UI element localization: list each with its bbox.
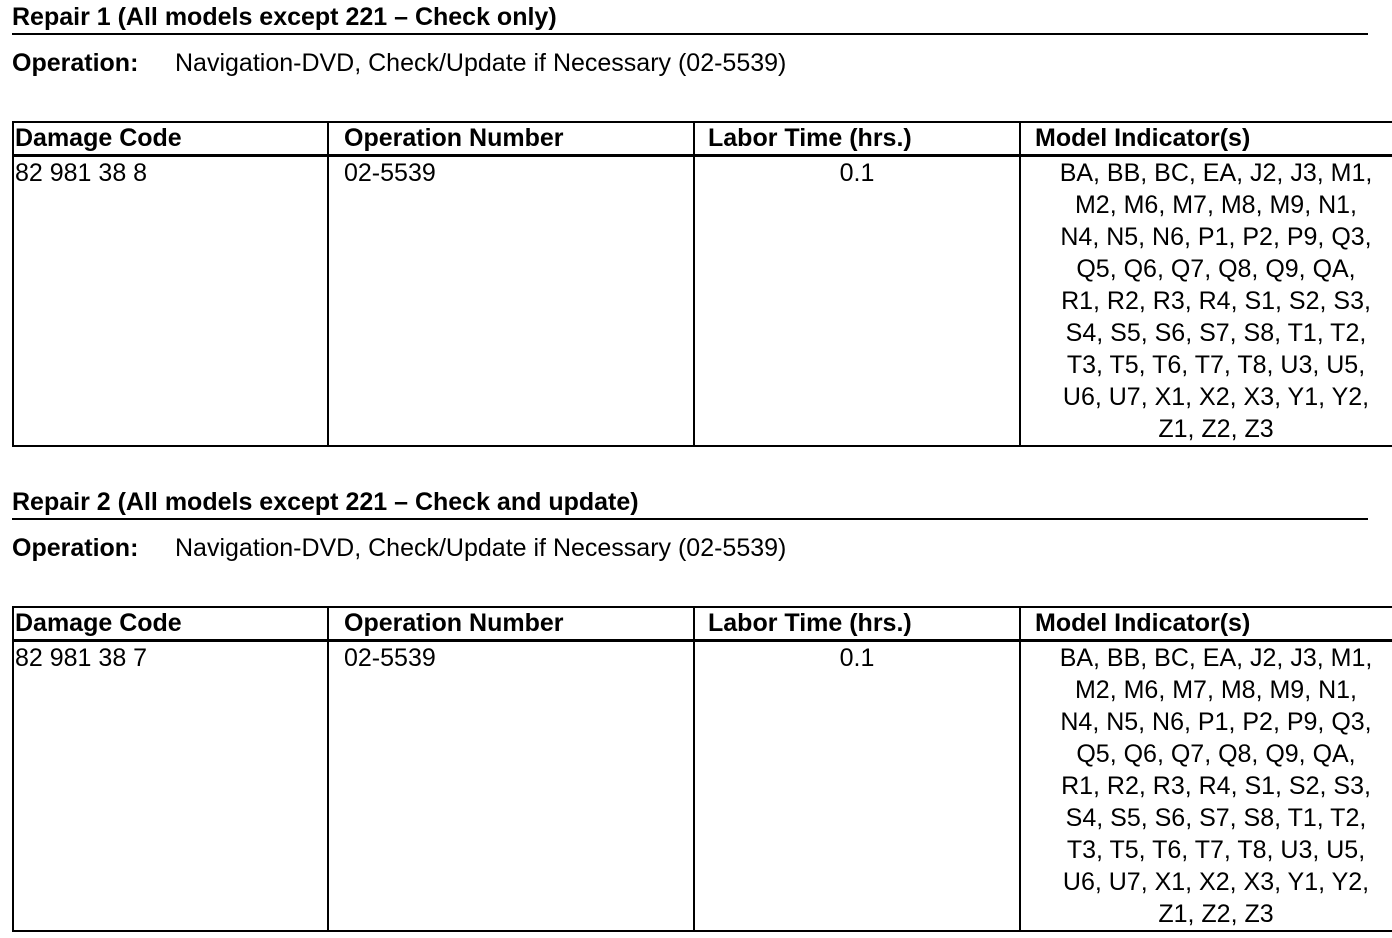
- model-line: Q5, Q6, Q7, Q8, Q9, QA,: [1076, 255, 1356, 283]
- repair-section-1: [12, 2, 1373, 443]
- operation-label: Operation:: [12, 534, 139, 562]
- model-line: M2, M6, M7, M8, M9, N1,: [1074, 191, 1357, 219]
- operation-text: Navigation-DVD, Check/Update if Necessary (02-5539): [175, 49, 787, 77]
- operation-line: [12, 533, 1368, 563]
- model-line: R1, R2, R3, R4, S1, S2, S3,: [1061, 772, 1371, 800]
- model-indicators-cell: [1020, 156, 1392, 447]
- header-labor-time: Labor Time (hrs.): [694, 122, 1020, 156]
- operation-number-cell: 02-5539: [328, 641, 694, 932]
- operation-line: [12, 48, 1368, 78]
- header-damage-code: Damage Code: [13, 122, 328, 156]
- repair-table: [12, 121, 1392, 447]
- model-line: Q5, Q6, Q7, Q8, Q9, QA,: [1076, 740, 1356, 768]
- repair-table: [12, 606, 1392, 932]
- model-line: S4, S5, S6, S7, S8, T1, T2,: [1065, 319, 1367, 347]
- header-labor-time: Labor Time (hrs.): [694, 607, 1020, 641]
- repair-title: Repair 1 (All models except 221 – Check only): [12, 2, 1368, 35]
- header-operation-number: Operation Number: [328, 122, 694, 156]
- model-line: T3, T5, T6, T7, T8, U3, U5,: [1066, 351, 1366, 379]
- header-operation-number: Operation Number: [328, 607, 694, 641]
- model-line: S4, S5, S6, S7, S8, T1, T2,: [1065, 804, 1367, 832]
- header-model-indicators: Model Indicator(s): [1020, 607, 1392, 641]
- header-model-indicators: Model Indicator(s): [1020, 122, 1392, 156]
- table-row: [13, 156, 1392, 447]
- model-line: BA, BB, BC, EA, J2, J3, M1,: [1059, 644, 1373, 672]
- labor-time-cell: 0.1: [694, 641, 1020, 932]
- damage-code-cell: 82 981 38 8: [13, 156, 328, 447]
- repair-section-2: [12, 487, 1373, 928]
- header-damage-code: Damage Code: [13, 607, 328, 641]
- model-indicators-cell: [1020, 641, 1392, 932]
- model-line: T3, T5, T6, T7, T8, U3, U5,: [1066, 836, 1366, 864]
- model-line: Z1, Z2, Z3: [1158, 415, 1274, 443]
- model-line: BA, BB, BC, EA, J2, J3, M1,: [1059, 159, 1373, 187]
- table-header-row: [13, 607, 1392, 641]
- model-line: U6, U7, X1, X2, X3, Y1, Y2,: [1062, 868, 1370, 896]
- operation-label: Operation:: [12, 49, 139, 77]
- operation-text: Navigation-DVD, Check/Update if Necessary (02-5539): [175, 534, 787, 562]
- table-header-row: [13, 122, 1392, 156]
- model-line: N4, N5, N6, P1, P2, P9, Q3,: [1060, 223, 1372, 251]
- labor-time-cell: 0.1: [694, 156, 1020, 447]
- operation-number-cell: 02-5539: [328, 156, 694, 447]
- model-line: Z1, Z2, Z3: [1158, 900, 1274, 928]
- model-line: R1, R2, R3, R4, S1, S2, S3,: [1061, 287, 1371, 315]
- model-line: M2, M6, M7, M8, M9, N1,: [1074, 676, 1357, 704]
- repair-title: Repair 2 (All models except 221 – Check and update): [12, 487, 1368, 520]
- model-line: U6, U7, X1, X2, X3, Y1, Y2,: [1062, 383, 1370, 411]
- model-line: N4, N5, N6, P1, P2, P9, Q3,: [1060, 708, 1372, 736]
- table-row: [13, 641, 1392, 932]
- damage-code-cell: 82 981 38 7: [13, 641, 328, 932]
